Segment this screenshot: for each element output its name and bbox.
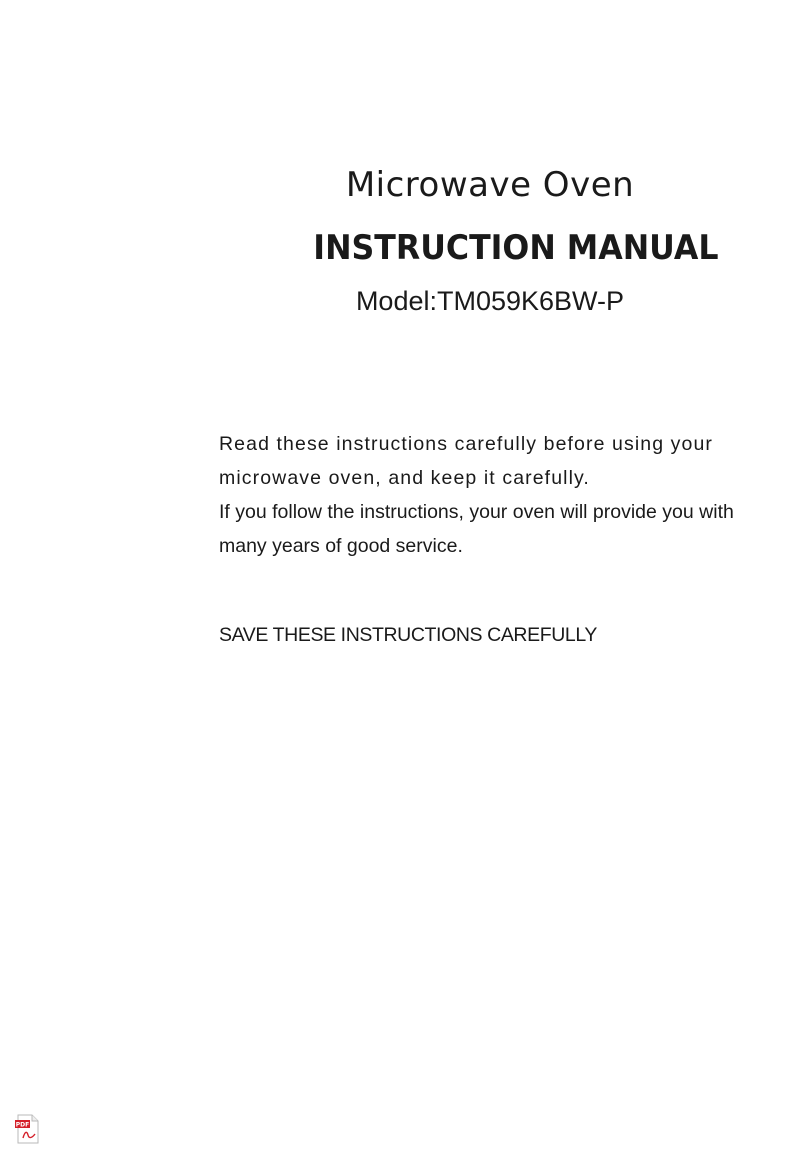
intro-line: many years of good service.	[219, 535, 463, 557]
intro-paragraph	[219, 427, 804, 563]
save-instructions-note: SAVE THESE INSTRUCTIONS CAREFULLY	[219, 624, 597, 646]
pdf-icon	[14, 1114, 40, 1144]
intro-line: If you follow the instructions, your oven will provide you with	[219, 501, 734, 523]
model-number: Model:TM059K6BW-P	[355, 286, 625, 316]
pdf-badge-text: PDF	[15, 1121, 30, 1129]
product-name: Microwave Oven	[345, 165, 635, 205]
intro-line: microwave oven, and keep it carefully.	[219, 467, 590, 489]
intro-line: Read these instructions carefully before using your	[219, 433, 714, 455]
document-title: INSTRUCTION MANUAL	[313, 228, 719, 268]
